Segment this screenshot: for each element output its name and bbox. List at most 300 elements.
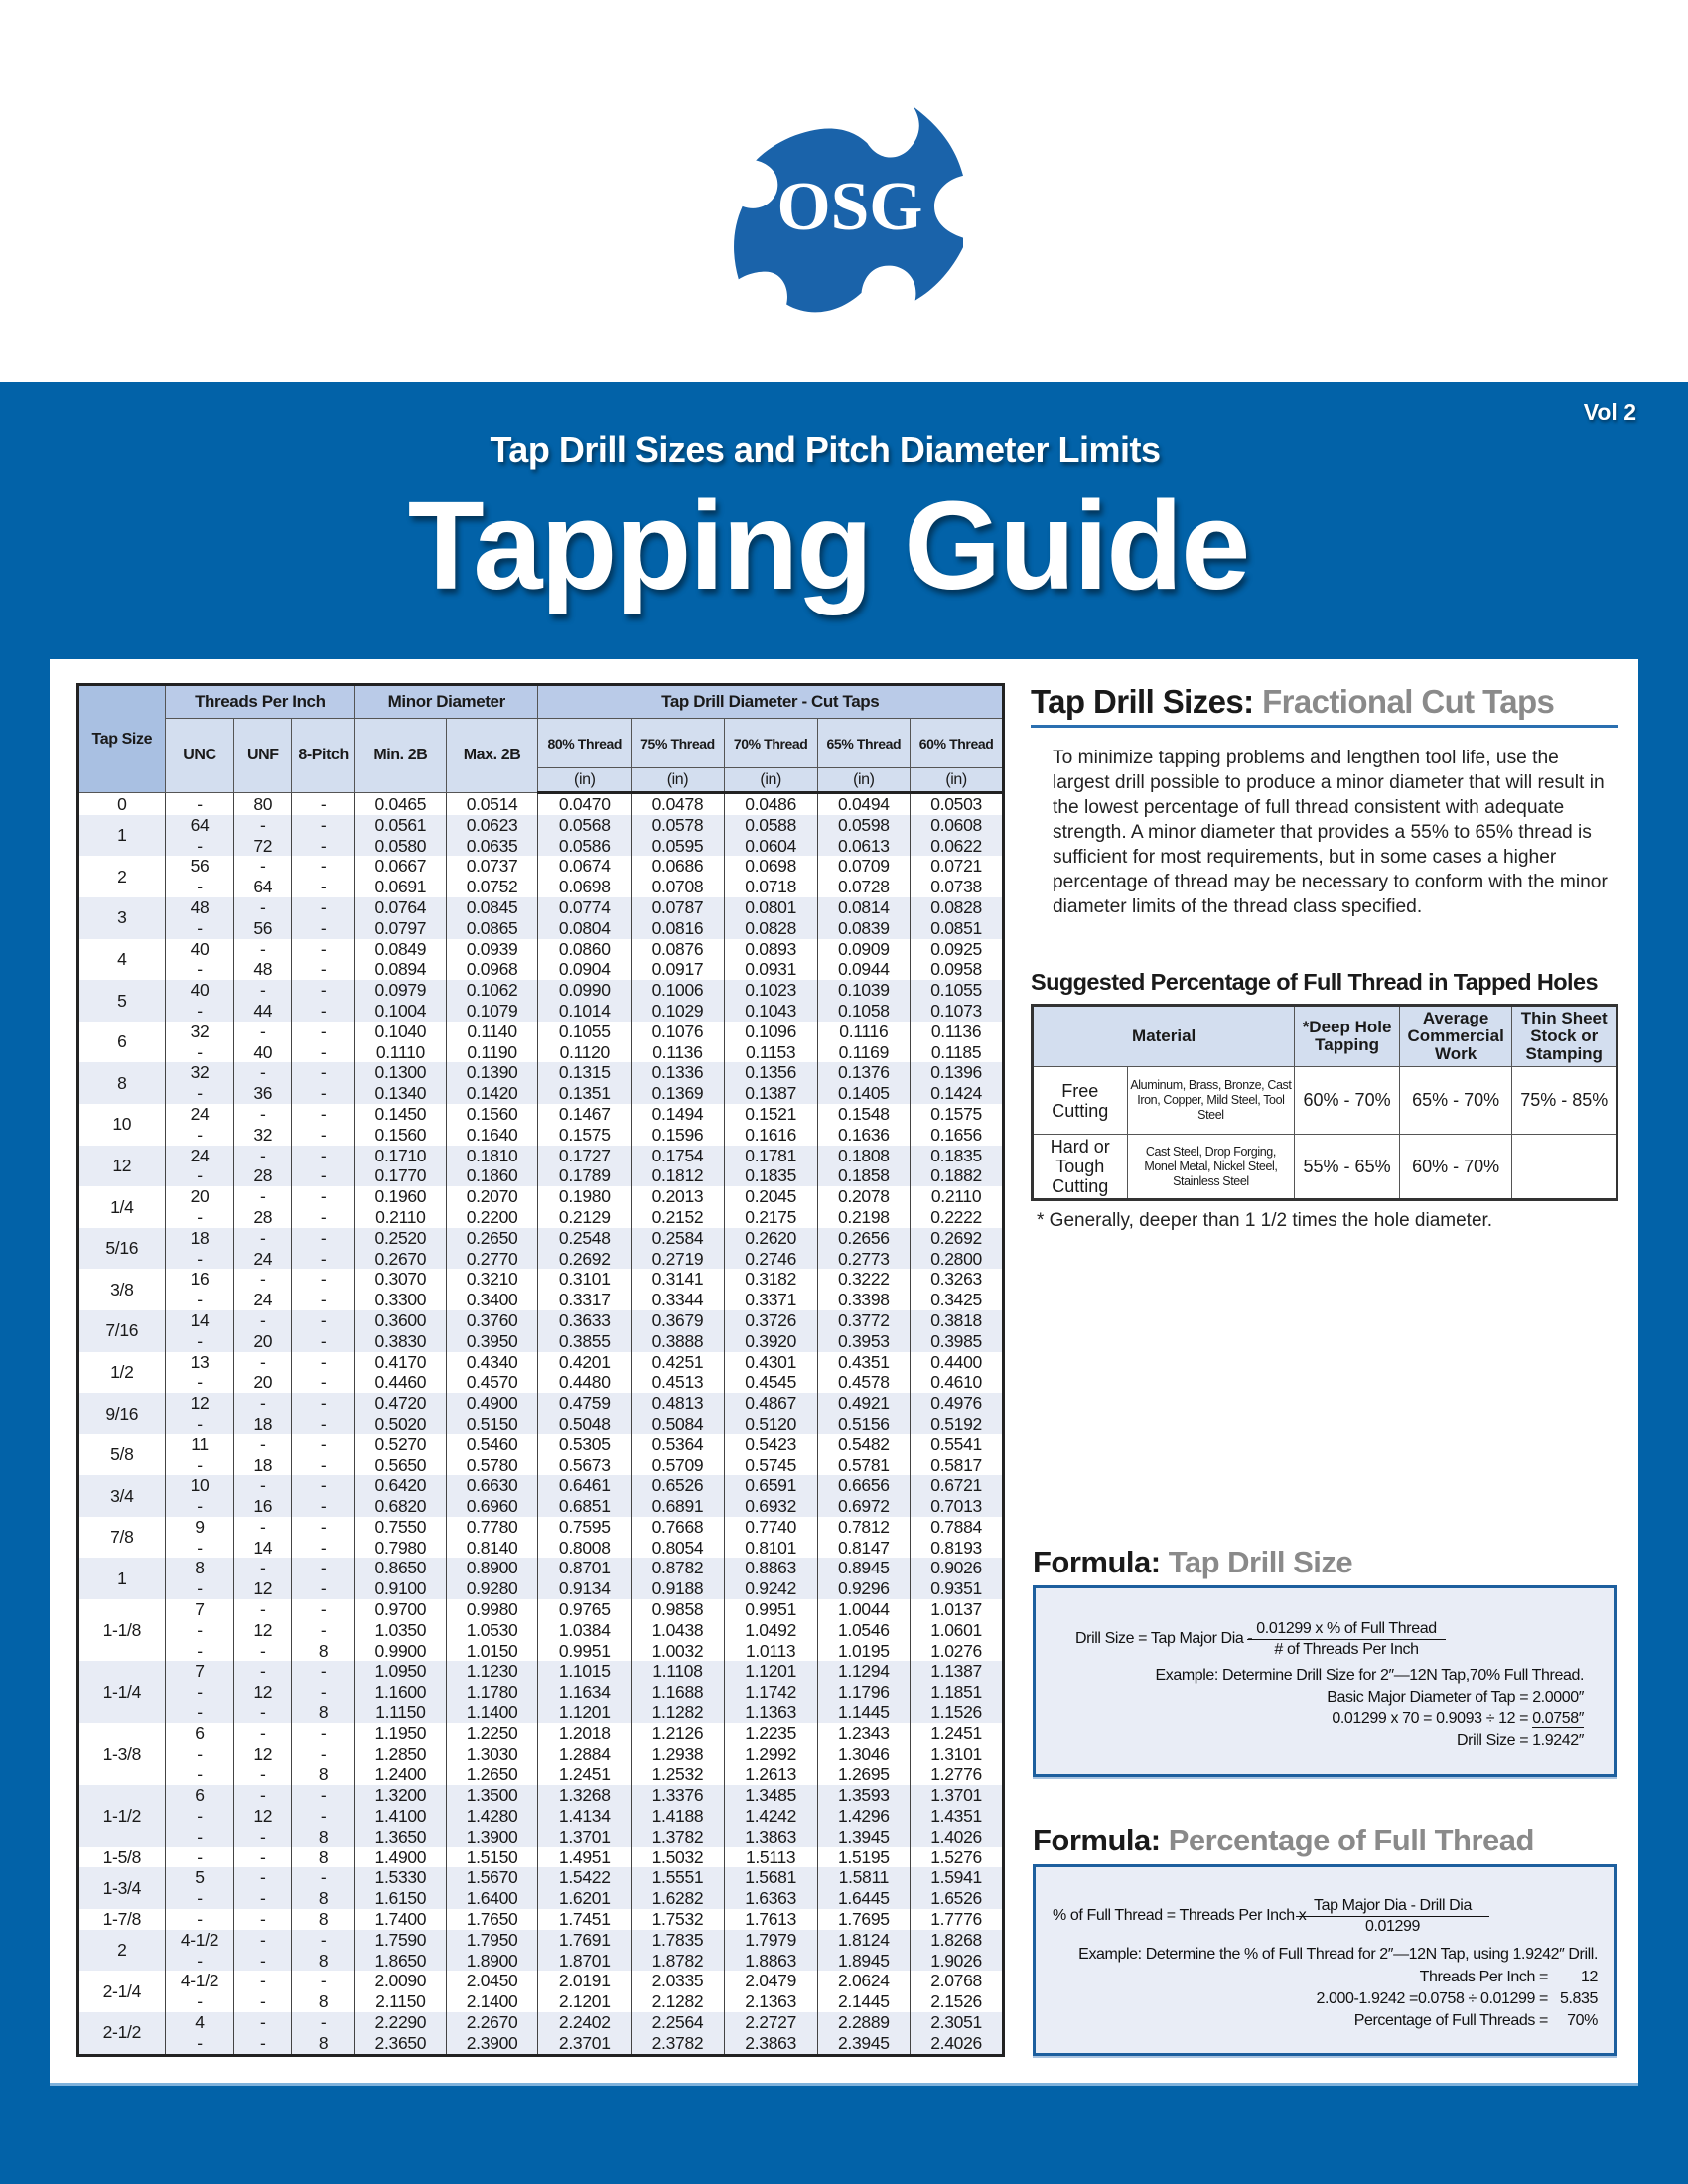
unf-cell: - [234, 1661, 292, 1682]
max-2b-cell: 0.0845 [446, 897, 538, 918]
thread-65-cell: 0.1058 [817, 1001, 911, 1022]
unc-cell: - [165, 1207, 234, 1228]
unc-cell: - [165, 1909, 234, 1930]
thread-70-cell: 1.2235 [724, 1723, 817, 1744]
thread-65-cell: 2.0624 [817, 1971, 911, 1991]
max-2b-cell: 0.2770 [446, 1249, 538, 1270]
thread-60-cell: 1.6526 [911, 1888, 1004, 1909]
thread-65-cell: 0.4921 [817, 1393, 911, 1414]
table-row [1033, 1135, 1618, 1200]
formula-fraction: Tap Major Dia - Drill Dia 0.01299 [1296, 1897, 1489, 1936]
unc-cell: - [165, 1083, 234, 1104]
thread-75-cell: 0.0686 [632, 856, 725, 877]
thread-60-cell: 1.3101 [911, 1744, 1004, 1765]
unf-cell: 12 [234, 1744, 292, 1765]
thread-80-cell: 1.1015 [538, 1661, 632, 1682]
thread-70-cell: 2.3863 [724, 2033, 817, 2055]
8-pitch-cell: 8 [292, 1827, 355, 1847]
thread-75-cell: 0.8782 [632, 1558, 725, 1578]
unit-label: (in) [538, 768, 632, 793]
table-row [78, 1001, 1004, 1022]
8-pitch-cell: 8 [292, 1951, 355, 1972]
header-min-2b: Min. 2B [355, 719, 447, 793]
thread-70-cell: 0.1835 [724, 1165, 817, 1186]
8-pitch-cell: - [292, 1578, 355, 1599]
thread-75-cell: 0.8054 [632, 1538, 725, 1559]
unc-cell: 6 [165, 1723, 234, 1744]
8-pitch-cell: - [292, 1001, 355, 1022]
unc-cell: - [165, 1249, 234, 1270]
8-pitch-cell: - [292, 1475, 355, 1496]
thread-80-cell: 1.2451 [538, 1764, 632, 1785]
thread-80-cell: 0.9951 [538, 1641, 632, 1662]
thread-70-cell: 0.3920 [724, 1331, 817, 1352]
table-row [78, 1228, 1004, 1249]
table-row [78, 2033, 1004, 2055]
thread-65-cell: 0.0839 [817, 918, 911, 939]
max-2b-cell: 0.6960 [446, 1496, 538, 1517]
unf-cell: 16 [234, 1496, 292, 1517]
thread-75-cell: 0.2584 [632, 1228, 725, 1249]
thread-80-cell: 0.2129 [538, 1207, 632, 1228]
unf-cell: 14 [234, 1538, 292, 1559]
max-2b-cell: 0.3210 [446, 1269, 538, 1290]
table-row [78, 793, 1004, 815]
thread-60-cell: 0.0851 [911, 918, 1004, 939]
thread-60-cell: 0.1136 [911, 1022, 1004, 1042]
table-row [78, 980, 1004, 1001]
unc-cell: - [165, 1951, 234, 1972]
thread-75-cell: 0.4813 [632, 1393, 725, 1414]
thread-80-cell: 0.3317 [538, 1290, 632, 1310]
max-2b-cell: 0.5150 [446, 1414, 538, 1434]
thread-70-cell: 1.8863 [724, 1951, 817, 1972]
max-2b-cell: 0.0939 [446, 939, 538, 960]
8-pitch-cell: - [292, 959, 355, 980]
tap-size-cell: 2 [78, 1930, 166, 1972]
thread-75-cell: 0.0595 [632, 836, 725, 857]
thread-75-cell: 2.1282 [632, 1991, 725, 2012]
8-pitch-cell: 8 [292, 1703, 355, 1723]
thread-80-cell: 2.2402 [538, 2012, 632, 2033]
material-list: Cast Steel, Drop Forging, Monel Metal, Nickel Steel, Stainless Steel [1127, 1135, 1295, 1200]
thread-65-cell: 1.4296 [817, 1806, 911, 1827]
unf-cell: - [234, 1764, 292, 1785]
thread-65-cell: 1.3046 [817, 1744, 911, 1765]
header-tap-size: Tap Size [78, 685, 166, 793]
unc-cell: - [165, 1496, 234, 1517]
section-heading-fractional: Tap Drill Sizes: Fractional Cut Taps [1031, 683, 1618, 728]
thread-65-cell: 0.3222 [817, 1269, 911, 1290]
thread-70-cell: 1.2992 [724, 1744, 817, 1765]
thread-75-cell: 0.1494 [632, 1104, 725, 1125]
unf-cell: 72 [234, 836, 292, 857]
8-pitch-cell: - [292, 1744, 355, 1765]
thread-60-cell: 0.1396 [911, 1062, 1004, 1083]
max-2b-cell: 0.0752 [446, 877, 538, 897]
table-row [78, 1290, 1004, 1310]
table-row [78, 1827, 1004, 1847]
thread-65-cell: 2.1445 [817, 1991, 911, 2012]
max-2b-cell: 1.0530 [446, 1620, 538, 1641]
thread-70-cell: 0.0801 [724, 897, 817, 918]
thread-75-cell: 2.2564 [632, 2012, 725, 2033]
max-2b-cell: 0.0968 [446, 959, 538, 980]
8-pitch-cell: 8 [292, 1991, 355, 2012]
tap-size-cell: 1-3/4 [78, 1867, 166, 1909]
max-2b-cell: 0.4570 [446, 1372, 538, 1393]
header-70-thread: 70% Thread [724, 719, 817, 768]
thread-60-cell: 0.5192 [911, 1414, 1004, 1434]
unc-cell: - [165, 1703, 234, 1723]
max-2b-cell: 1.5150 [446, 1847, 538, 1868]
min-2b-cell: 0.1960 [355, 1186, 447, 1207]
thread-60-cell: 1.3701 [911, 1785, 1004, 1806]
thread-75-cell: 0.1812 [632, 1165, 725, 1186]
unf-cell: - [234, 1991, 292, 2012]
unf-cell: - [234, 815, 292, 836]
thread-80-cell: 1.1201 [538, 1703, 632, 1723]
min-2b-cell: 0.3070 [355, 1269, 447, 1290]
thread-70-cell: 1.5113 [724, 1847, 817, 1868]
thread-60-cell: 2.4026 [911, 2033, 1004, 2055]
table-row [78, 1434, 1004, 1455]
table-row [78, 1414, 1004, 1434]
suggested-percentage-table [1031, 1004, 1618, 1201]
thread-70-cell: 0.8863 [724, 1558, 817, 1578]
thread-75-cell: 0.2013 [632, 1186, 725, 1207]
thread-65-cell: 0.2078 [817, 1186, 911, 1207]
min-2b-cell: 0.8650 [355, 1558, 447, 1578]
thread-70-cell: 0.2620 [724, 1228, 817, 1249]
header-minor-diameter: Minor Diameter [355, 685, 538, 719]
max-2b-cell: 0.5460 [446, 1434, 538, 1455]
max-2b-cell: 1.3900 [446, 1827, 538, 1847]
min-2b-cell: 1.0950 [355, 1661, 447, 1682]
max-2b-cell: 0.1190 [446, 1042, 538, 1063]
max-2b-cell: 0.8900 [446, 1558, 538, 1578]
thread-70-cell: 1.3863 [724, 1827, 817, 1847]
thread-60-cell: 0.0721 [911, 856, 1004, 877]
thread-75-cell: 0.1336 [632, 1062, 725, 1083]
thread-80-cell: 2.1201 [538, 1991, 632, 2012]
formula-lhs: Drill Size = Tap Major Dia - [1075, 1630, 1253, 1647]
table-row [78, 1991, 1004, 2012]
thread-70-cell: 0.2175 [724, 1207, 817, 1228]
thread-65-cell: 1.0546 [817, 1620, 911, 1641]
8-pitch-cell: 8 [292, 1641, 355, 1662]
thread-60-cell: 1.0601 [911, 1620, 1004, 1641]
thread-80-cell: 2.3701 [538, 2033, 632, 2055]
min-2b-cell: 0.1770 [355, 1165, 447, 1186]
thread-80-cell: 1.6201 [538, 1888, 632, 1909]
max-2b-cell: 0.9980 [446, 1599, 538, 1620]
top-area [0, 0, 1688, 382]
unc-cell: 4-1/2 [165, 1930, 234, 1951]
thread-70-cell: 1.1742 [724, 1682, 817, 1703]
unf-cell: - [234, 1599, 292, 1620]
min-2b-cell: 0.0979 [355, 980, 447, 1001]
thread-65-cell: 2.3945 [817, 2033, 911, 2055]
tap-size-cell: 3/4 [78, 1475, 166, 1517]
unc-cell: 14 [165, 1310, 234, 1331]
unc-cell: - [165, 1847, 234, 1868]
thread-65-cell: 1.1294 [817, 1661, 911, 1682]
8-pitch-cell: 8 [292, 1909, 355, 1930]
tap-size-cell: 1/4 [78, 1186, 166, 1228]
thread-60-cell: 0.2222 [911, 1207, 1004, 1228]
unc-cell: 4 [165, 2012, 234, 2033]
thread-75-cell: 0.1076 [632, 1022, 725, 1042]
thread-60-cell: 0.3818 [911, 1310, 1004, 1331]
unc-cell: - [165, 793, 234, 815]
min-2b-cell: 0.9900 [355, 1641, 447, 1662]
max-2b-cell: 0.3950 [446, 1331, 538, 1352]
thread-70-cell: 1.3485 [724, 1785, 817, 1806]
8-pitch-cell: - [292, 856, 355, 877]
thread-70-cell: 1.5681 [724, 1867, 817, 1888]
header-material: Material [1033, 1006, 1295, 1067]
thread-70-cell: 0.9951 [724, 1599, 817, 1620]
thread-80-cell: 0.5048 [538, 1414, 632, 1434]
thread-80-cell: 0.2548 [538, 1228, 632, 1249]
table-row [78, 959, 1004, 980]
unit-label: (in) [911, 768, 1004, 793]
thread-75-cell: 0.0816 [632, 918, 725, 939]
8-pitch-cell: 8 [292, 2033, 355, 2055]
thread-65-cell: 0.1808 [817, 1146, 911, 1166]
thread-60-cell: 2.3051 [911, 2012, 1004, 2033]
header-thin-sheet: Thin Sheet Stock or Stamping [1512, 1006, 1618, 1067]
table-row [78, 1475, 1004, 1496]
unc-cell: - [165, 1290, 234, 1310]
unc-cell: - [165, 1991, 234, 2012]
min-2b-cell: 0.0849 [355, 939, 447, 960]
header-threads-per-inch: Threads Per Inch [165, 685, 354, 719]
thread-70-cell: 0.1153 [724, 1042, 817, 1063]
8-pitch-cell: - [292, 1186, 355, 1207]
right-column [1031, 683, 1618, 1232]
table-row [78, 1186, 1004, 1207]
formula-fraction: 0.01299 x % of Full Thread # of Threads Per Inch [1247, 1620, 1446, 1659]
thread-80-cell: 0.7595 [538, 1517, 632, 1538]
thread-75-cell: 2.0335 [632, 1971, 725, 1991]
thread-70-cell: 0.1043 [724, 1001, 817, 1022]
thread-65-cell: 1.1445 [817, 1703, 911, 1723]
max-2b-cell: 0.1640 [446, 1125, 538, 1146]
osg-logo-icon [733, 87, 963, 318]
example-text: Example: Determine Drill Size for 2″—12N Tap,70% Full Thread. [1155, 1667, 1584, 1684]
min-2b-cell: 1.7400 [355, 1909, 447, 1930]
thread-70-cell: 0.6932 [724, 1496, 817, 1517]
thread-80-cell: 0.0698 [538, 877, 632, 897]
thread-80-cell: 1.0384 [538, 1620, 632, 1641]
table-row [78, 897, 1004, 918]
tap-size-cell: 6 [78, 1022, 166, 1063]
min-2b-cell: 0.1560 [355, 1125, 447, 1146]
max-2b-cell: 1.1780 [446, 1682, 538, 1703]
min-2b-cell: 2.3650 [355, 2033, 447, 2055]
thread-60-cell: 0.2692 [911, 1228, 1004, 1249]
min-2b-cell: 0.6420 [355, 1475, 447, 1496]
intro-paragraph: To minimize tapping problems and lengthen tool life, use the largest drill possible to produce a minor diameter that will result in the lowest percentage of full thread consistent with adequate strength. A minor diameter that provides a 55% to 65% thread is sufficient for most requirements, but in some cases a higher percentage of thread may be necessary to conform with the minor diameter limits of the thread class specified. [1053, 748, 1608, 917]
8-pitch-cell: - [292, 1042, 355, 1063]
min-2b-cell: 1.7590 [355, 1930, 447, 1951]
thread-60-cell: 0.4610 [911, 1372, 1004, 1393]
thread-65-cell: 0.4578 [817, 1372, 911, 1393]
page-subtitle: Tap Drill Sizes and Pitch Diameter Limits [490, 429, 1161, 470]
material-category: Free Cutting [1033, 1067, 1128, 1135]
thread-75-cell: 0.3344 [632, 1290, 725, 1310]
unf-cell: - [234, 1186, 292, 1207]
min-2b-cell: 0.0667 [355, 856, 447, 877]
thread-80-cell: 1.1634 [538, 1682, 632, 1703]
min-2b-cell: 0.3830 [355, 1331, 447, 1352]
thread-75-cell: 1.1282 [632, 1703, 725, 1723]
unc-cell: 7 [165, 1661, 234, 1682]
thread-65-cell: 0.4351 [817, 1352, 911, 1373]
max-2b-cell: 0.1810 [446, 1146, 538, 1166]
unc-cell: - [165, 1455, 234, 1476]
max-2b-cell: 0.0635 [446, 836, 538, 857]
8-pitch-cell: - [292, 1207, 355, 1228]
min-2b-cell: 0.1110 [355, 1042, 447, 1063]
thread-65-cell: 0.0814 [817, 897, 911, 918]
table-row [78, 1971, 1004, 1991]
thread-75-cell: 0.1136 [632, 1042, 725, 1063]
thread-75-cell: 0.3679 [632, 1310, 725, 1331]
unf-cell: 24 [234, 1290, 292, 1310]
thread-70-cell: 1.0113 [724, 1641, 817, 1662]
8-pitch-cell: - [292, 793, 355, 815]
min-2b-cell: 0.1710 [355, 1146, 447, 1166]
thread-75-cell: 1.7835 [632, 1930, 725, 1951]
thread-80-cell: 0.0586 [538, 836, 632, 857]
unc-cell: - [165, 1331, 234, 1352]
unc-cell: - [165, 959, 234, 980]
tap-size-cell: 2 [78, 856, 166, 897]
thread-60-cell: 0.3263 [911, 1269, 1004, 1290]
unc-cell: 40 [165, 980, 234, 1001]
min-2b-cell: 1.1950 [355, 1723, 447, 1744]
unf-cell: - [234, 1517, 292, 1538]
thread-65-cell: 1.3593 [817, 1785, 911, 1806]
min-2b-cell: 1.5330 [355, 1867, 447, 1888]
unf-cell: - [234, 2012, 292, 2033]
unit-label: (in) [724, 768, 817, 793]
max-2b-cell: 0.1140 [446, 1022, 538, 1042]
thread-60-cell: 0.0608 [911, 815, 1004, 836]
8-pitch-cell: - [292, 980, 355, 1001]
thread-75-cell: 1.4188 [632, 1806, 725, 1827]
thread-75-cell: 0.1596 [632, 1125, 725, 1146]
min-2b-cell: 0.1040 [355, 1022, 447, 1042]
8-pitch-cell: - [292, 1661, 355, 1682]
min-2b-cell: 0.7550 [355, 1517, 447, 1538]
unc-cell: 11 [165, 1434, 234, 1455]
formula-pct-heading: Formula: Percentage of Full Thread [1033, 1823, 1534, 1857]
thread-80-cell: 0.1575 [538, 1125, 632, 1146]
table-row [78, 836, 1004, 857]
thread-70-cell: 0.1616 [724, 1125, 817, 1146]
table-row [78, 939, 1004, 960]
min-2b-cell: 2.0090 [355, 1971, 447, 1991]
thread-75-cell: 1.1108 [632, 1661, 725, 1682]
tap-size-cell: 7/8 [78, 1517, 166, 1559]
thread-75-cell: 0.3888 [632, 1331, 725, 1352]
thread-80-cell: 0.0674 [538, 856, 632, 877]
thread-65-cell: 0.0944 [817, 959, 911, 980]
unc-cell: 18 [165, 1228, 234, 1249]
max-2b-cell: 1.4280 [446, 1806, 538, 1827]
thread-65-cell: 0.5482 [817, 1434, 911, 1455]
max-2b-cell: 0.6630 [446, 1475, 538, 1496]
thread-75-cell: 0.5364 [632, 1434, 725, 1455]
unf-cell: 20 [234, 1331, 292, 1352]
max-2b-cell: 1.2250 [446, 1723, 538, 1744]
example-line-3-label: Percentage of Full Threads = [1353, 2012, 1548, 2029]
unf-cell: - [234, 1723, 292, 1744]
unf-cell: - [234, 1269, 292, 1290]
thread-70-cell: 1.7979 [724, 1930, 817, 1951]
max-2b-cell: 0.1062 [446, 980, 538, 1001]
thread-80-cell: 1.5422 [538, 1867, 632, 1888]
thread-65-cell: 0.8147 [817, 1538, 911, 1559]
thread-60-cell: 0.8193 [911, 1538, 1004, 1559]
thread-70-cell: 0.2746 [724, 1249, 817, 1270]
thread-60-cell: 0.0925 [911, 939, 1004, 960]
table-row [78, 1661, 1004, 1682]
thread-75-cell: 0.1369 [632, 1083, 725, 1104]
thread-75-cell: 1.6282 [632, 1888, 725, 1909]
thread-60-cell: 0.3425 [911, 1290, 1004, 1310]
max-2b-cell: 1.7650 [446, 1909, 538, 1930]
thread-60-cell: 1.4026 [911, 1827, 1004, 1847]
thread-60-cell: 1.5276 [911, 1847, 1004, 1868]
max-2b-cell: 0.1420 [446, 1083, 538, 1104]
thread-65-cell: 2.2889 [817, 2012, 911, 2033]
thread-65-cell: 0.7812 [817, 1517, 911, 1538]
thread-70-cell: 0.0718 [724, 877, 817, 897]
header-80-thread: 80% Thread [538, 719, 632, 768]
thread-60-cell: 0.1055 [911, 980, 1004, 1001]
table-row [78, 1785, 1004, 1806]
formula-drill-box [1033, 1585, 1617, 1777]
table-row [78, 918, 1004, 939]
tap-size-cell: 4 [78, 939, 166, 981]
unc-cell: 4-1/2 [165, 1971, 234, 1991]
thread-65-cell: 0.0613 [817, 836, 911, 857]
unc-cell: 40 [165, 939, 234, 960]
unc-cell: 13 [165, 1352, 234, 1373]
thread-70-cell: 0.5745 [724, 1455, 817, 1476]
unc-cell: - [165, 1001, 234, 1022]
thread-70-cell: 0.1096 [724, 1022, 817, 1042]
thin-sheet-value [1512, 1135, 1618, 1200]
table-row [78, 1331, 1004, 1352]
8-pitch-cell: - [292, 1165, 355, 1186]
min-2b-cell: 0.0465 [355, 793, 447, 815]
thread-80-cell: 0.1467 [538, 1104, 632, 1125]
unf-cell: - [234, 1310, 292, 1331]
max-2b-cell: 1.5670 [446, 1867, 538, 1888]
unc-cell: 48 [165, 897, 234, 918]
table-row [78, 1165, 1004, 1186]
thread-60-cell: 0.6721 [911, 1475, 1004, 1496]
thread-65-cell: 0.1405 [817, 1083, 911, 1104]
thread-65-cell: 0.5156 [817, 1414, 911, 1434]
unc-cell: - [165, 1744, 234, 1765]
